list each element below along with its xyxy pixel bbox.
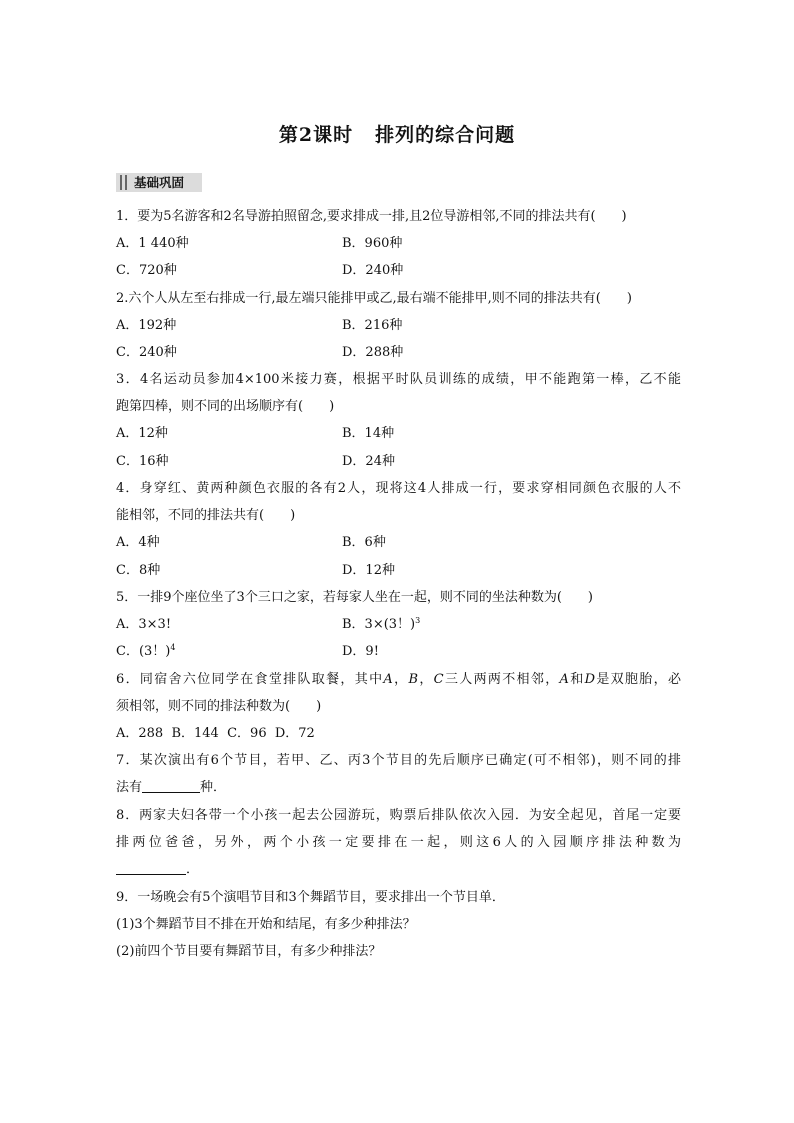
q8-text: ． (186, 862, 200, 877)
q7-answer-blank (142, 778, 200, 793)
q5-option-b-exponent: 3 (415, 616, 421, 625)
q4-option-d: D．12种 (342, 563, 395, 578)
section-label: 基础巩固 (134, 175, 185, 190)
q3-option-c: C．16种 (116, 454, 169, 469)
q3-option-d: D．24种 (342, 454, 395, 469)
question-9-part-1: (1)3个舞蹈节目不排在开始和结尾，有多少种排法？ (116, 917, 416, 932)
question-1: 1．要为5名游客和2名导游拍照留念,要求排成一排,且2位导游相邻,不同的排法共有( ) (116, 209, 627, 224)
q5-option-c-exponent: 4 (170, 643, 176, 652)
lesson-topic: 排列的综合问题 (375, 124, 516, 146)
q2-option-a: A．192种 (116, 318, 177, 333)
q4-option-b: B．6种 (342, 535, 386, 550)
q5-option-c (116, 642, 175, 662)
q7-text: 法有 (116, 780, 143, 795)
q6-sep: ， (418, 672, 434, 687)
question-5: 5．一排9个座位坐了3个三口之家，若每家人坐在一起，则不同的坐法种数为( ) (116, 590, 593, 605)
q3-option-a: A．12种 (116, 426, 168, 441)
lesson-number: 第2课时 (278, 124, 354, 146)
q6-text: 三人两两不相邻， (443, 672, 560, 687)
question-3-line-1: 3．4名运动员参加4×100米接力赛，根据平时队员训练的成绩，甲不能跑第一棒，乙不能 (116, 372, 681, 387)
question-9: 9．一场晚会有5个演唱节目和3个舞蹈节目，要求排出一个节目单． (116, 890, 505, 905)
q3-option-b: B．14种 (342, 426, 395, 441)
q2-option-b: B．216种 (342, 318, 403, 333)
q1-option-a: A．1 440种 (116, 236, 189, 251)
q8-answer-blank (116, 860, 186, 875)
q1-option-b: B．960种 (342, 236, 403, 251)
q4-option-a: A．4种 (116, 535, 160, 550)
q6-var-a: A (559, 672, 569, 687)
question-8-line-2: 排两位爸爸，另外，两个小孩一定要排在一起，则这6人的入园顺序排法种数为 (116, 835, 681, 850)
section-tag (116, 173, 202, 192)
q6-text: 和 (568, 672, 585, 687)
q5-option-a: A．3×3! (116, 617, 172, 632)
q1-option-d: D．240种 (342, 263, 404, 278)
q6-text: 6．同宿舍六位同学在食堂排队取餐，其中 (116, 672, 384, 687)
question-6-line-1 (116, 670, 681, 690)
question-8-line-3 (116, 860, 681, 880)
q6-options: A．288 B．144 C．96 D．72 (116, 726, 315, 741)
page-title (0, 120, 794, 147)
question-7-line-2 (116, 778, 681, 798)
q7-text: 种． (200, 780, 227, 795)
tag-bar-icon (120, 175, 122, 190)
question-4-line-2: 能相邻，不同的排法共有( ) (116, 508, 296, 523)
q5-option-c-base: C．(3！) (116, 644, 171, 659)
question-2: 2.六个人从左至右排成一行,最左端只能排甲或乙,最右端不能排甲,则不同的排法共有( ) (116, 291, 632, 306)
question-7-line-1: 7．某次演出有6个节目，若甲、乙、丙3个节目的先后顺序已确定(可不相邻)，则不同的排 (116, 753, 681, 768)
q6-text: 是双胞胎，必 (595, 672, 681, 687)
q6-sep: ， (392, 672, 409, 687)
q5-option-b (342, 615, 420, 635)
q5-option-d: D．9! (342, 644, 379, 659)
question-3-line-2: 跑第四棒，则不同的出场顺序有( ) (116, 399, 335, 414)
q6-var-b: B (408, 672, 419, 687)
q4-option-c: C．8种 (116, 563, 161, 578)
q2-option-c: C．240种 (116, 345, 177, 360)
tag-bar-icon (125, 175, 127, 190)
q1-option-c: C．720种 (116, 263, 177, 278)
q5-option-b-base: B．3×(3！) (342, 617, 416, 632)
question-4-line-1: 4．身穿红、黄两种颜色衣服的各有2人，现将这4人排成一行，要求穿相同颜色衣服的人不 (116, 481, 681, 496)
q6-var-d: D (584, 672, 596, 687)
question-6-line-2: 须相邻，则不同的排法种数为( ) (116, 699, 322, 714)
q6-var-c: C (433, 672, 444, 687)
q6-var-a: A (383, 672, 393, 687)
question-9-part-2: (2)前四个节目要有舞蹈节目，有多少种排法？ (116, 944, 382, 959)
q2-option-d: D．288种 (342, 345, 404, 360)
question-8-line-1: 8．两家夫妇各带一个小孩一起去公园游玩，购票后排队依次入园．为安全起见，首尾一定要 (116, 808, 681, 823)
